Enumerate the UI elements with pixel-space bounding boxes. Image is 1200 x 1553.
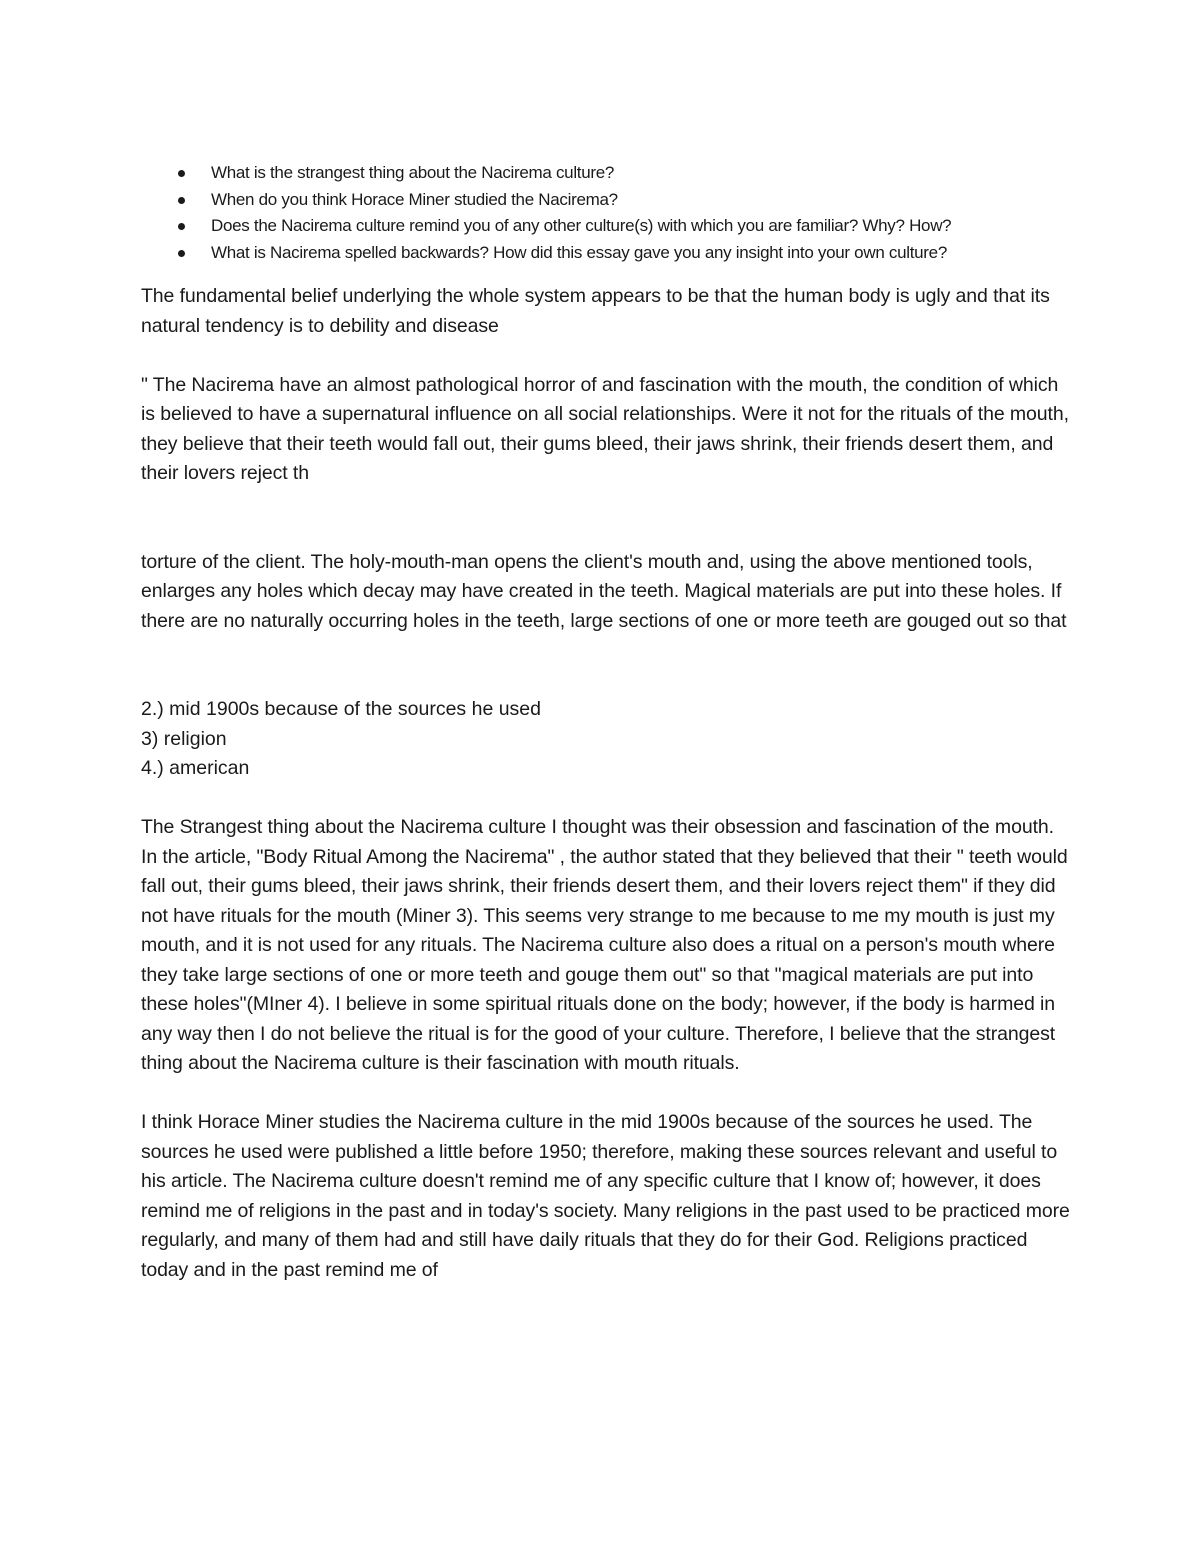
question-item <box>141 160 1041 187</box>
essay-paragraph-1: The Strangest thing about the Nacirema culture I thought was their obsession and fascination of the mouth. In the article, "Body Ritual Among the Nacirema" , the author stated that they believed that their " teeth would fall out, their gums bleed, their jaws shrink, their friends desert them, and their lovers reject them" if they did not have rituals for the mouth (Miner 3). This seems very strange to me because to me my mouth is just my mouth, and it is not used for any rituals. The Nacirema culture also does a ritual on a person's mouth where they take large sections of one or more teeth and gouge them out" so that "magical materials are put into these holes"(MIner 4). I believe in some spiritual rituals done on the body; however, if the body is harmed in any way then I do not believe the ritual is for the good of your culture. Therefore, I believe that the strangest thing about the Nacirema culture is their fascination with mouth rituals. <box>141 816 1068 1074</box>
spacer <box>141 636 1071 695</box>
spacer <box>141 784 1071 814</box>
spacer <box>141 341 1071 371</box>
question-text: Does the Nacirema culture remind you of any other culture(s) with which you are familiar? Why? How? <box>211 216 952 235</box>
essay-paragraph-2: I think Horace Miner studies the Nacirema culture in the mid 1900s because of the sources he used. The sources he used were published a little before 1950; therefore, making these sources relevant and useful to his article. The Nacirema culture doesn't remind me of any specific culture that I know of; however, it does remind me of religions in the past and in today's society. Many religions in the past used to be practiced more regularly, and many of them had and still have daily rituals that they do for their God. Religions practiced today and in the past remind me of <box>141 1111 1070 1281</box>
bullet-icon <box>178 250 185 257</box>
answer-item: 3) religion <box>141 727 227 750</box>
question-text: When do you think Horace Miner studied the Nacirema? <box>211 189 618 209</box>
question-item <box>141 240 1041 267</box>
bullet-icon <box>178 223 185 230</box>
quote-mouth: " The Nacirema have an almost pathological horror of and fascination with the mouth, the condition of which is believed to have a supernatural influence on all social relationships. Were it not for the rituals of the mouth, they believe that their teeth would fall out, their gums bleed, their jaws shrink, their friends desert them, and their lovers reject th <box>141 373 1069 484</box>
answer-item: 4.) american <box>141 757 250 779</box>
spacer <box>141 489 1071 548</box>
bullet-icon <box>178 197 185 204</box>
question-item <box>141 213 1041 240</box>
question-item <box>141 187 1041 214</box>
question-list <box>141 160 1071 266</box>
spacer <box>141 1079 1071 1109</box>
bullet-icon <box>178 170 185 177</box>
quote-belief: The fundamental belief underlying the whole system appears to be that the human body is ugly and that its natural tendency is to debility and disease <box>141 285 1050 337</box>
question-text: What is Nacirema spelled backwards? How did this essay gave you any insight into your own culture? <box>211 242 947 262</box>
question-text: What is the strangest thing about the Nacirema culture? <box>211 163 615 182</box>
answer-list <box>141 695 1071 784</box>
answer-item: 2.) mid 1900s because of the sources he used <box>141 698 541 720</box>
quote-torture: torture of the client. The holy-mouth-man opens the client's mouth and, using the above mentioned tools, enlarges any holes which decay may have created in the teeth. Magical materials are put into these holes. If there are no naturally occurring holes in the teeth, large sections of one or more teeth are gouged out so that <box>141 550 1067 632</box>
document-page <box>141 160 1071 1285</box>
